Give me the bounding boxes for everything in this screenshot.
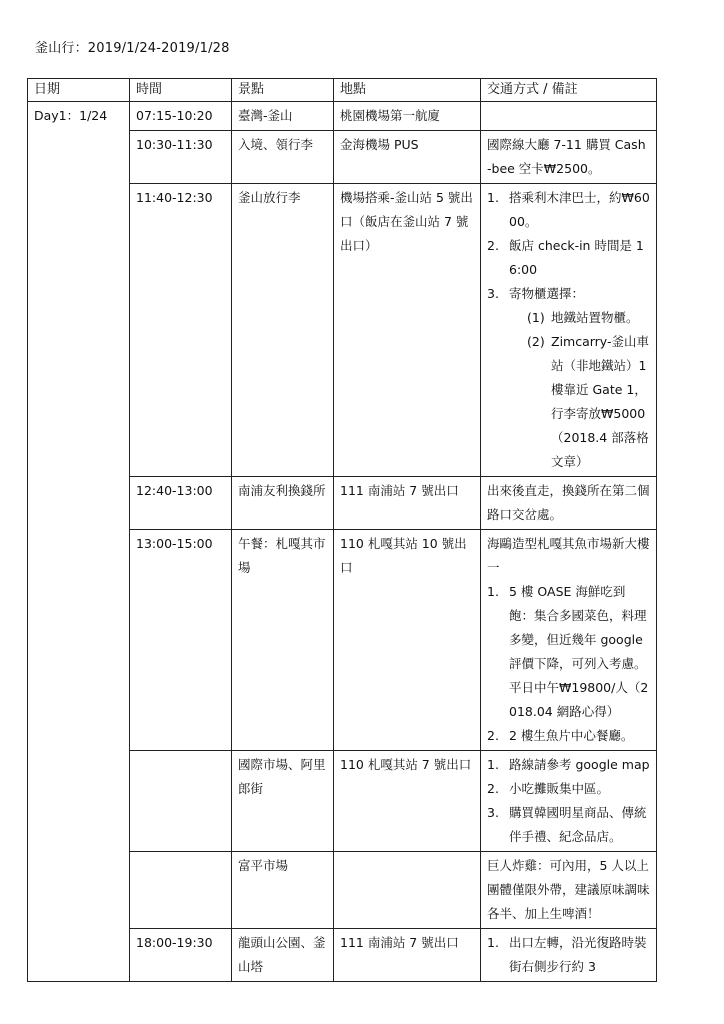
list-item: 3. 寄物櫃選擇： (1) 地鐵站置物櫃。 (2) Zimcarry-釜山車站（非地鐵站）1 樓靠近 Gate 1，行李寄放₩5000（2018.4 部落格文章） xyxy=(487,282,650,474)
time-cell xyxy=(130,852,232,929)
list-item: 2. 2 樓生魚片中心餐廳。 xyxy=(487,728,634,743)
notes-cell: 國際線大廳 7-11 購買 Cash-bee 空卡₩2500。 xyxy=(481,131,657,184)
notes-cell: 出來後直走，換錢所在第二個路口交岔處。 xyxy=(481,477,657,530)
table-row xyxy=(28,102,657,131)
notes-cell xyxy=(481,102,657,131)
sub-list-item: (2) Zimcarry-釜山車站（非地鐵站）1 樓靠近 Gate 1，行李寄放₩5000（2018.4 部落格文章） xyxy=(527,334,649,469)
spot-cell: 午餐：札嘎其市場 xyxy=(232,530,334,751)
list-item: 1. 搭乘利木津巴士，約₩6000。 xyxy=(487,190,650,229)
notes-cell xyxy=(481,530,657,751)
place-cell: 111 南浦站 7 號出口 xyxy=(334,477,481,530)
header-time: 時間 xyxy=(130,79,232,102)
time-cell xyxy=(130,751,232,852)
sub-list-item: (1) 地鐵站置物櫃。 xyxy=(527,310,639,325)
spot-cell: 入境、領行李 xyxy=(232,131,334,184)
list-item: 1. 路線請參考 google map xyxy=(487,757,650,772)
notes-list xyxy=(487,753,650,849)
list-item: 2. 飯店 check-in 時間是 16:00 xyxy=(487,238,644,277)
notes-cell xyxy=(481,751,657,852)
place-cell: 桃園機場第一航廈 xyxy=(334,102,481,131)
notes-intro: 海鷗造型札嘎其魚市場新大樓一 xyxy=(487,536,650,575)
list-item: 1. 出口左轉，沿光復路時裝街右側步行約 3 xyxy=(487,935,647,974)
list-item: 1. 5 樓 OASE 海鮮吃到飽：集合多國菜色，料理多變，但近幾年 google 評價下降，可列入考慮。平日中午₩19800/人（2018.04 網路心得） xyxy=(487,584,649,719)
place-cell: 110 札嘎其站 7 號出口 xyxy=(334,751,481,852)
spot-cell: 龍頭山公園、釜山塔 xyxy=(232,929,334,982)
place-cell: 111 南浦站 7 號出口 xyxy=(334,929,481,982)
place-cell: 金海機場 PUS xyxy=(334,131,481,184)
notes-list xyxy=(487,186,650,474)
time-cell: 13:00-15:00 xyxy=(130,530,232,751)
header-date: 日期 xyxy=(28,79,130,102)
spot-cell: 富平市場 xyxy=(232,852,334,929)
spot-cell: 臺灣-釜山 xyxy=(232,102,334,131)
notes-list xyxy=(487,580,650,748)
header-place: 地點 xyxy=(334,79,481,102)
time-cell: 12:40-13:00 xyxy=(130,477,232,530)
document-title: 釜山行：2019/1/24-2019/1/28 xyxy=(35,41,230,56)
notes-list xyxy=(487,931,650,979)
place-cell: 110 札嘎其站 10 號出口 xyxy=(334,530,481,751)
spot-cell: 國際市場、阿里郎街 xyxy=(232,751,334,852)
place-cell xyxy=(334,852,481,929)
header-notes: 交通方式 / 備註 xyxy=(481,79,657,102)
time-cell: 07:15-10:20 xyxy=(130,102,232,131)
notes-cell xyxy=(481,184,657,477)
itinerary-table xyxy=(27,78,657,982)
time-cell: 11:40-12:30 xyxy=(130,184,232,477)
time-cell: 10:30-11:30 xyxy=(130,131,232,184)
day-cell: Day1：1/24 xyxy=(28,102,130,982)
table-header-row xyxy=(28,79,657,102)
spot-cell: 南浦友利換錢所 xyxy=(232,477,334,530)
list-item: 3. 購買韓國明星商品、傳統伴手禮、紀念品店。 xyxy=(487,805,647,844)
sub-notes-list xyxy=(509,306,650,474)
time-cell: 18:00-19:30 xyxy=(130,929,232,982)
place-cell: 機場搭乘-釜山站 5 號出口（飯店在釜山站 7 號出口） xyxy=(334,184,481,477)
notes-cell: 巨人炸雞：可內用，5 人以上團體僅限外帶，建議原味調味各半、加上生啤酒！ xyxy=(481,852,657,929)
header-spot: 景點 xyxy=(232,79,334,102)
notes-cell xyxy=(481,929,657,982)
list-item: 2. 小吃攤販集中區。 xyxy=(487,781,610,796)
spot-cell: 釜山放行李 xyxy=(232,184,334,477)
